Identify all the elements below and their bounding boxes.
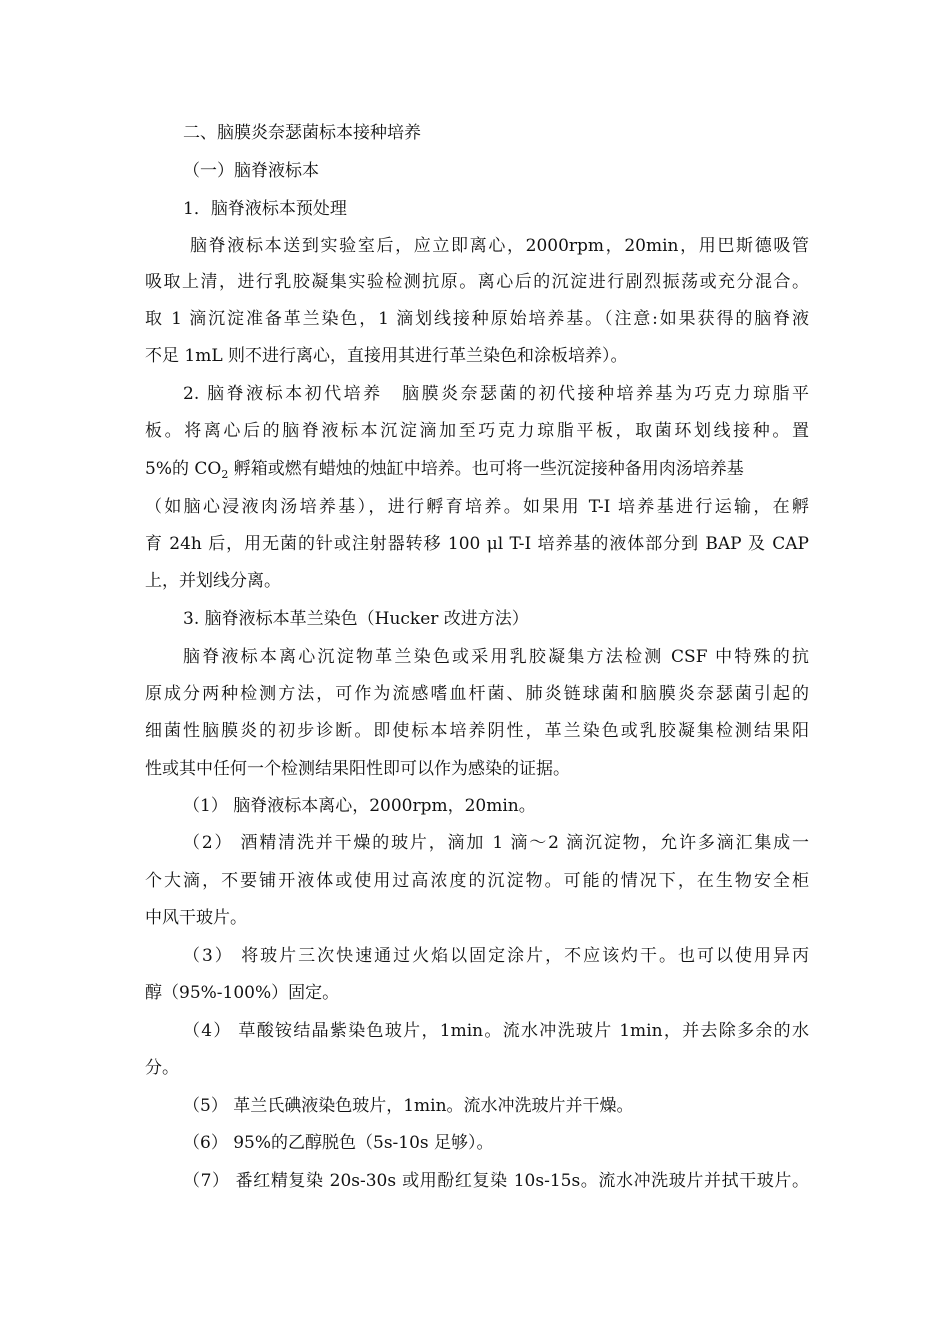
step-2-cont: 中风干玻片。	[145, 908, 247, 928]
section-title: 二、脑膜炎奈瑟菌标本接种培养	[183, 123, 421, 143]
step-5: （5） 革兰氏碘液染色玻片，1min。流水冲洗玻片并干燥。	[183, 1096, 634, 1116]
step-2-cont: 个大滴，不要铺开液体或使用过高浓度的沉淀物。可能的情况下，在生物安全柜	[145, 871, 809, 891]
step-1: （1） 脑脊液标本离心，2000rpm，20min。	[183, 796, 536, 816]
p1-line: 吸取上清，进行乳胶凝集实验检测抗原。离心后的沉淀进行剧烈振荡或充分混合。	[145, 272, 809, 292]
step-3-cont: 醇（95%-100%）固定。	[145, 983, 340, 1003]
p1-line: 脑脊液标本送到实验室后，应立即离心，2000rpm，20min，用巴斯德吸管	[190, 236, 809, 256]
p2-line: 上，并划线分离。	[145, 571, 281, 591]
p2-line-co2	[145, 457, 809, 481]
p3-heading: 3. 脑脊液标本革兰染色（Hucker 改进方法）	[183, 609, 529, 629]
p1-heading: 1．脑脊液标本预处理	[183, 199, 347, 219]
p2-line: 育 24h 后，用无菌的针或注射器转移 100 μl T-I 培养基的液体部分到 BAP 及 CAP	[145, 534, 809, 554]
step-4: （4） 草酸铵结晶紫染色玻片，1min。流水冲洗玻片 1min，并去除多余的水	[183, 1021, 809, 1041]
step-4-cont: 分。	[145, 1058, 179, 1078]
step-6: （6） 95%的乙醇脱色（5s-10s 足够）。	[183, 1133, 494, 1153]
p2-line: 板。将离心后的脑脊液标本沉淀滴加至巧克力琼脂平板，取菌环划线接种。置	[145, 421, 809, 441]
step-3: （3） 将玻片三次快速通过火焰以固定涂片，不应该灼干。也可以使用异丙	[183, 946, 809, 966]
p1-line: 取 1 滴沉淀准备革兰染色，1 滴划线接种原始培养基。（注意:如果获得的脑脊液	[145, 309, 809, 329]
p3-line: 原成分两种检测方法，可作为流感嗜血杆菌、肺炎链球菌和脑膜炎奈瑟菌引起的	[145, 684, 809, 704]
p1-line: 不足 1mL 则不进行离心，直接用其进行革兰染色和涂板培养）。	[145, 346, 628, 366]
p2-line: （如脑心浸液肉汤培养基），进行孵育培养。如果用 T-I 培养基进行运输，在孵	[145, 497, 809, 517]
subsection-title: （一）脑脊液标本	[183, 161, 319, 181]
p3-line: 性或其中任何一个检测结果阳性即可以作为感染的证据。	[145, 759, 570, 779]
p2-co2-sub: 2	[221, 468, 229, 481]
p3-line: 脑脊液标本离心沉淀物革兰染色或采用乳胶凝集方法检测 CSF 中特殊的抗	[183, 647, 809, 667]
step-2: （2） 酒精清洗并干燥的玻片，滴加 1 滴～2 滴沉淀物，允许多滴汇集成一	[183, 833, 809, 853]
step-7: （7） 番红精复染 20s-30s 或用酚红复染 10s-15s。流水冲洗玻片并拭干玻片。	[183, 1171, 809, 1191]
p2-co2-pre: 5%的 CO	[145, 459, 222, 479]
p3-line: 细菌性脑膜炎的初步诊断。即使标本培养阴性，革兰染色或乳胶凝集检测结果阳	[145, 721, 809, 741]
p2-line: 2. 脑脊液标本初代培养 脑膜炎奈瑟菌的初代接种培养基为巧克力琼脂平	[183, 384, 809, 404]
p2-co2-post: 孵箱或燃有蜡烛的烛缸中培养。也可将一些沉淀接种备用肉汤培养基	[228, 459, 744, 479]
